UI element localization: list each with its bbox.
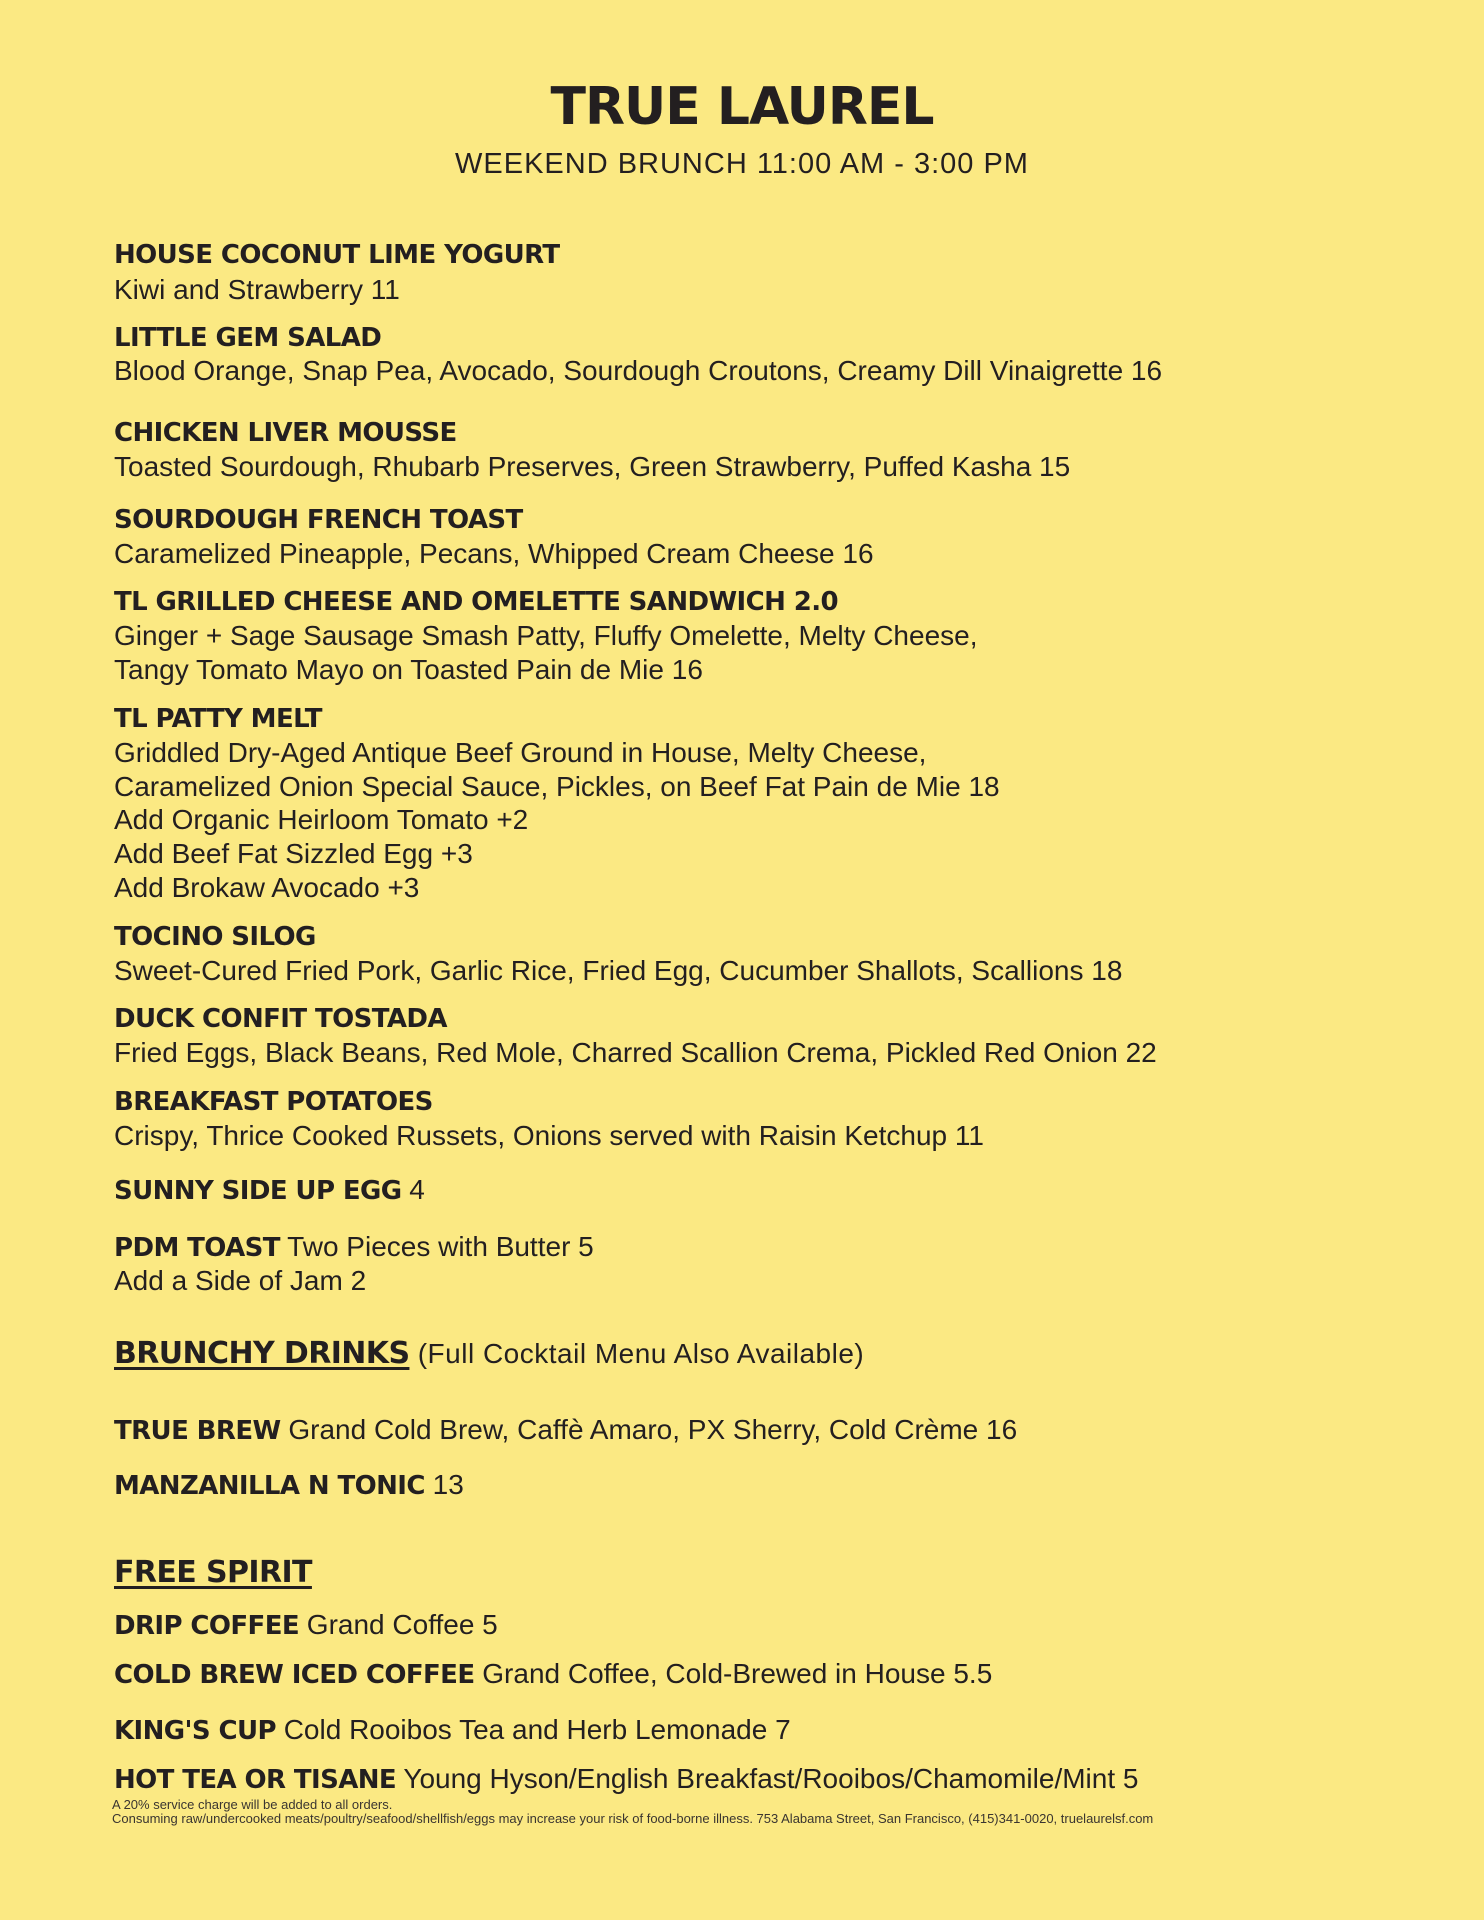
item-name: KING'S CUP [114, 1716, 276, 1746]
item-description: Griddled Dry-Aged Antique Beef Ground in House, Melty Cheese, [114, 737, 927, 768]
section-title: BRUNCHY DRINKS [114, 1336, 410, 1371]
menu-item-sunny-side-up-egg [114, 1173, 1454, 1208]
item-addon: Add a Side of Jam 2 [114, 1265, 367, 1296]
item-description: Blood Orange, Snap Pea, Avocado, Sourdough Croutons, Creamy Dill Vinaigrette 16 [114, 355, 1163, 386]
item-description: Cold Rooibos Tea and Herb Lemonade 7 [275, 1714, 791, 1745]
item-name: DRIP COFFEE [114, 1611, 300, 1641]
item-name: TOCINO SILOG [114, 922, 316, 952]
item-description: Kiwi and Strawberry 11 [114, 274, 400, 305]
item-name: TRUE BREW [114, 1416, 281, 1446]
item-name: TL PATTY MELT [114, 704, 322, 734]
restaurant-title: TRUE LAUREL [550, 77, 934, 137]
item-description: Toasted Sourdough, Rhubarb Preserves, Green Strawberry, Puffed Kasha 15 [114, 451, 1071, 482]
drink-item-true-brew [114, 1413, 1454, 1448]
item-addon: Add Organic Heirloom Tomato +2 [114, 804, 529, 835]
section-note: (Full Cocktail Menu Also Available) [409, 1338, 865, 1369]
section-heading-brunchy-drinks [114, 1337, 1454, 1371]
item-description: 4 [401, 1174, 425, 1205]
item-name: BREAKFAST POTATOES [114, 1087, 433, 1117]
item-description: Two Pieces with Butter 5 [279, 1231, 594, 1262]
item-name: SUNNY SIDE UP EGG [114, 1176, 402, 1206]
item-name: MANZANILLA N TONIC [114, 1471, 425, 1501]
item-description: Caramelized Pineapple, Pecans, Whipped Cream Cheese 16 [114, 538, 874, 569]
item-description: Sweet-Cured Fried Pork, Garlic Rice, Fried Egg, Cucumber Shallots, Scallions 18 [114, 955, 1123, 986]
item-description: Grand Coffee, Cold-Brewed in House 5.5 [474, 1658, 993, 1689]
item-description: Caramelized Onion Special Sauce, Pickles, on Beef Fat Pain de Mie 18 [114, 771, 1000, 802]
item-description: Young Hyson/English Breakfast/Rooibos/Chamomile/Mint 5 [396, 1763, 1139, 1794]
item-description: Fried Eggs, Black Beans, Red Mole, Charred Scallion Crema, Pickled Red Onion 22 [114, 1037, 1157, 1068]
service-charge-note: A 20% service charge will be added to all orders. [112, 1797, 393, 1812]
item-addon: Add Brokaw Avocado +3 [114, 872, 420, 903]
drink-item-drip-coffee [114, 1608, 1454, 1643]
item-name: HOT TEA OR TISANE [114, 1765, 397, 1795]
item-name: TL GRILLED CHEESE AND OMELETTE SANDWICH 2.0 [114, 587, 838, 617]
item-name: LITTLE GEM SALAD [114, 323, 382, 353]
section-title: FREE SPIRIT [114, 1555, 312, 1590]
item-name: PDM TOAST [114, 1233, 280, 1263]
item-description: 13 [424, 1469, 464, 1500]
item-addon: Add Beef Fat Sizzled Egg +3 [114, 838, 473, 869]
item-name: SOURDOUGH FRENCH TOAST [114, 505, 523, 535]
menu-subtitle: WEEKEND BRUNCH 11:00 AM - 3:00 PM [455, 148, 1029, 180]
drink-item-kings-cup [114, 1713, 1454, 1748]
item-description: Tangy Tomato Mayo on Toasted Pain de Mie 16 [114, 654, 703, 685]
item-description: Ginger + Sage Sausage Smash Patty, Fluffy Omelette, Melty Cheese, [114, 620, 978, 651]
health-disclaimer: Consuming raw/undercooked meats/poultry/seafood/shellfish/eggs may increase your risk of food-borne illness. 753 Alabama Street, San Francisco, (415)341-0020, truelaurelsf.com [112, 1811, 1154, 1826]
item-description: Grand Coffee 5 [299, 1609, 498, 1640]
item-name: HOUSE COCONUT LIME YOGURT [114, 240, 560, 270]
item-name: CHICKEN LIVER MOUSSE [114, 418, 457, 448]
item-name: DUCK CONFIT TOSTADA [114, 1004, 447, 1034]
section-heading-free-spirit [114, 1556, 1454, 1590]
item-description: Grand Cold Brew, Caffè Amaro, PX Sherry, Cold Crème 16 [280, 1414, 1018, 1445]
drink-item-cold-brew-iced-coffee [114, 1657, 1454, 1692]
item-description: Crispy, Thrice Cooked Russets, Onions served with Raisin Ketchup 11 [114, 1120, 984, 1151]
item-name: COLD BREW ICED COFFEE [114, 1660, 475, 1690]
drink-item-hot-tea-or-tisane [114, 1762, 1454, 1797]
drink-item-manzanilla-n-tonic [114, 1468, 1454, 1503]
